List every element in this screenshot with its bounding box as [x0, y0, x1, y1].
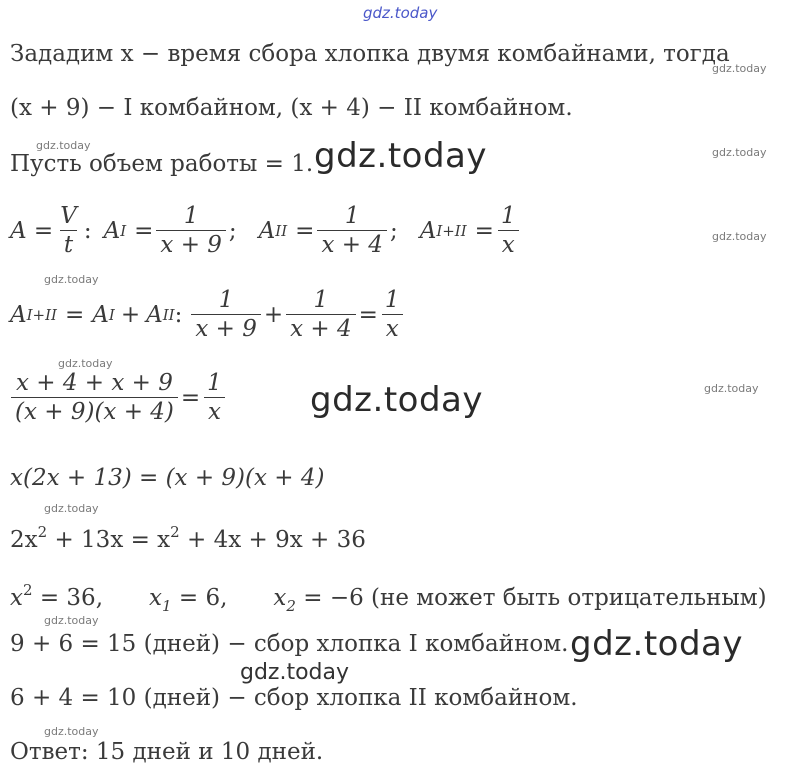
watermark-small: gdz.today — [44, 725, 99, 738]
watermark-small: gdz.today — [712, 62, 767, 75]
watermark-large: gdz.today — [314, 136, 487, 176]
watermark-small: gdz.today — [704, 382, 759, 395]
fraction-1: $\frac{1}{x + 9}$ — [191, 287, 261, 342]
line-2: (x + 9) − I комбайном, (x + 4) − II комбайном. — [10, 95, 573, 121]
watermark-medium: gdz.today — [240, 660, 350, 685]
line-7: x(2x + 13) = (x + 9)(x + 4) — [10, 465, 325, 491]
fraction-2: $\frac{1}{x + 4}$ — [317, 203, 387, 258]
line-3: Пусть объем работы = 1. — [10, 151, 314, 177]
fraction-v-t: $\frac{V}{t}$ — [60, 203, 77, 258]
fraction-sum: $\frac{x + 4 + x + 9}{(x + 9)(x + 4)}$ — [11, 370, 178, 425]
watermark-small: gdz.today — [712, 230, 767, 243]
watermark-small: gdz.today — [36, 139, 91, 152]
line-10: 9 + 6 = 15 (дней) − сбор хлопка I комбайном. — [10, 631, 569, 657]
fraction-3: $\frac{1}{x}$ — [497, 203, 520, 258]
watermark-top: gdz.today — [363, 4, 438, 22]
fraction-3: $\frac{1}{x}$ — [381, 287, 404, 342]
fraction-2: $\frac{1}{x + 4}$ — [286, 287, 356, 342]
line-11: 6 + 4 = 10 (дней) − сбор хлопка II комбайном. — [10, 685, 578, 711]
formula-line-5: A I+II = A I + A II : $\frac{1}{x + 9}$ + $\frac{1}{x + 4}$ = $\frac{1}{x}$ — [10, 287, 407, 342]
fraction-1: $\frac{1}{x + 9}$ — [156, 203, 226, 258]
line-1: Зададим x − время сбора хлопка двумя комбайнами, тогда — [10, 41, 730, 67]
line-9: $x^2 = 36$, $x_1 = 6$, $x_2 = -6$ (не может быть отрицательным) — [10, 581, 767, 615]
watermark-small: gdz.today — [58, 357, 113, 370]
formula-line-6: $\frac{x + 4 + x + 9}{(x + 9)(x + 4)}$ = $\frac{1}{x}$ — [8, 370, 229, 425]
formula-line-4: A = $\frac{V}{t}$ : A I = $\frac{1}{x + 9}$ ; A II = $\frac{1}{x + 4}$ ; A I+II = $\frac{1}{x}$ — [10, 203, 523, 258]
watermark-large: gdz.today — [570, 624, 743, 664]
watermark-small: gdz.today — [44, 502, 99, 515]
watermark-large: gdz.today — [310, 380, 483, 420]
watermark-small: gdz.today — [44, 273, 99, 286]
watermark-small: gdz.today — [712, 146, 767, 159]
answer-line: Ответ: 15 дней и 10 дней. — [10, 739, 324, 765]
line-8: $2x^2 + 13x = x^2 + 4x + 9x + 36$ — [10, 523, 366, 553]
fraction-1-x: $\frac{1}{x}$ — [203, 370, 226, 425]
watermark-small: gdz.today — [44, 614, 99, 627]
